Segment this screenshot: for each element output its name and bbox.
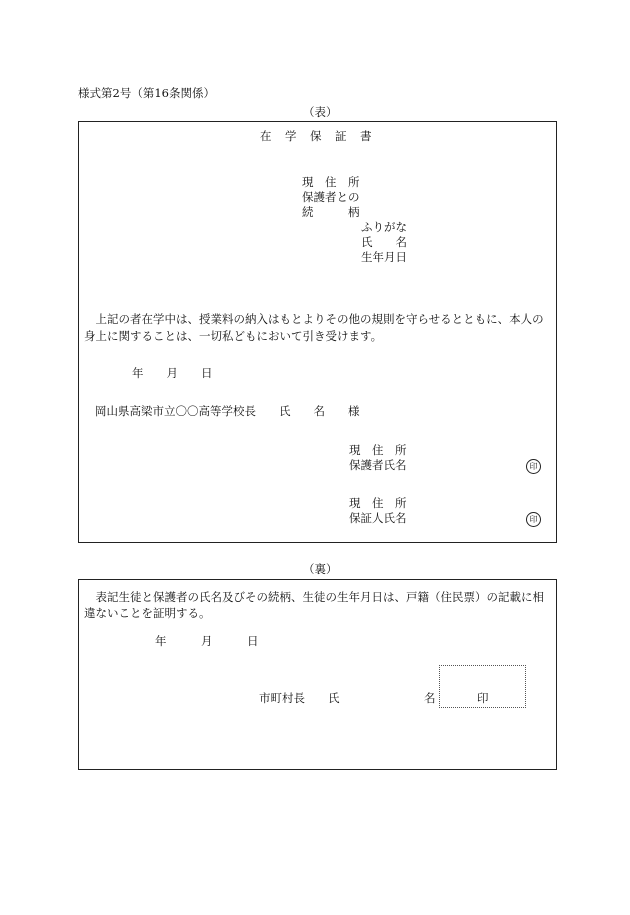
front-side-label: （表） [303,105,338,119]
mayor-seal-label: 印 [477,691,489,705]
back-paragraph: 表記生徒と保護者の氏名及びその続柄、生徒の生年月日は、戸籍（住民票）の記載に相違ないことを証明する。 [84,590,544,620]
document-title: 在 学 保 証 書 [260,129,373,143]
guardian-seal-icon: 印 [526,459,541,474]
guarantor-address-label: 現 住 所 [349,496,407,510]
relation-label-line2: 続 柄 [302,205,360,219]
relation-label-line1: 保護者との [302,190,360,204]
front-paragraph: 上記の者在学中は、授業料の納入はもとよりその他の規則を守らせるとともに、本人の身上に関することは、一切私どもにおいて引き受けます。 [84,312,544,343]
back-date-line: 年 月 日 [155,634,259,648]
mayor-label: 市町村長 氏 [259,691,340,705]
front-date-line: 年 月 日 [132,366,213,380]
guarantor-name-label: 保証人氏名 [349,511,407,525]
furigana-label: ふりがな [361,220,407,234]
guardian-name-label: 保護者氏名 [349,458,407,472]
student-address-label: 現 住 所 [302,175,360,189]
back-side-label: （裏） [303,562,338,576]
birthdate-label: 生年月日 [361,250,407,264]
guarantor-seal-icon: 印 [526,512,541,527]
mayor-name-char: 名 [424,691,436,705]
addressee-line: 岡山県高梁市立〇〇高等学校長 氏 名 様 [95,404,360,418]
student-name-label: 氏 名 [361,235,407,249]
guardian-address-label: 現 住 所 [349,443,407,457]
form-number: 様式第2号（第16条関係） [78,86,215,100]
